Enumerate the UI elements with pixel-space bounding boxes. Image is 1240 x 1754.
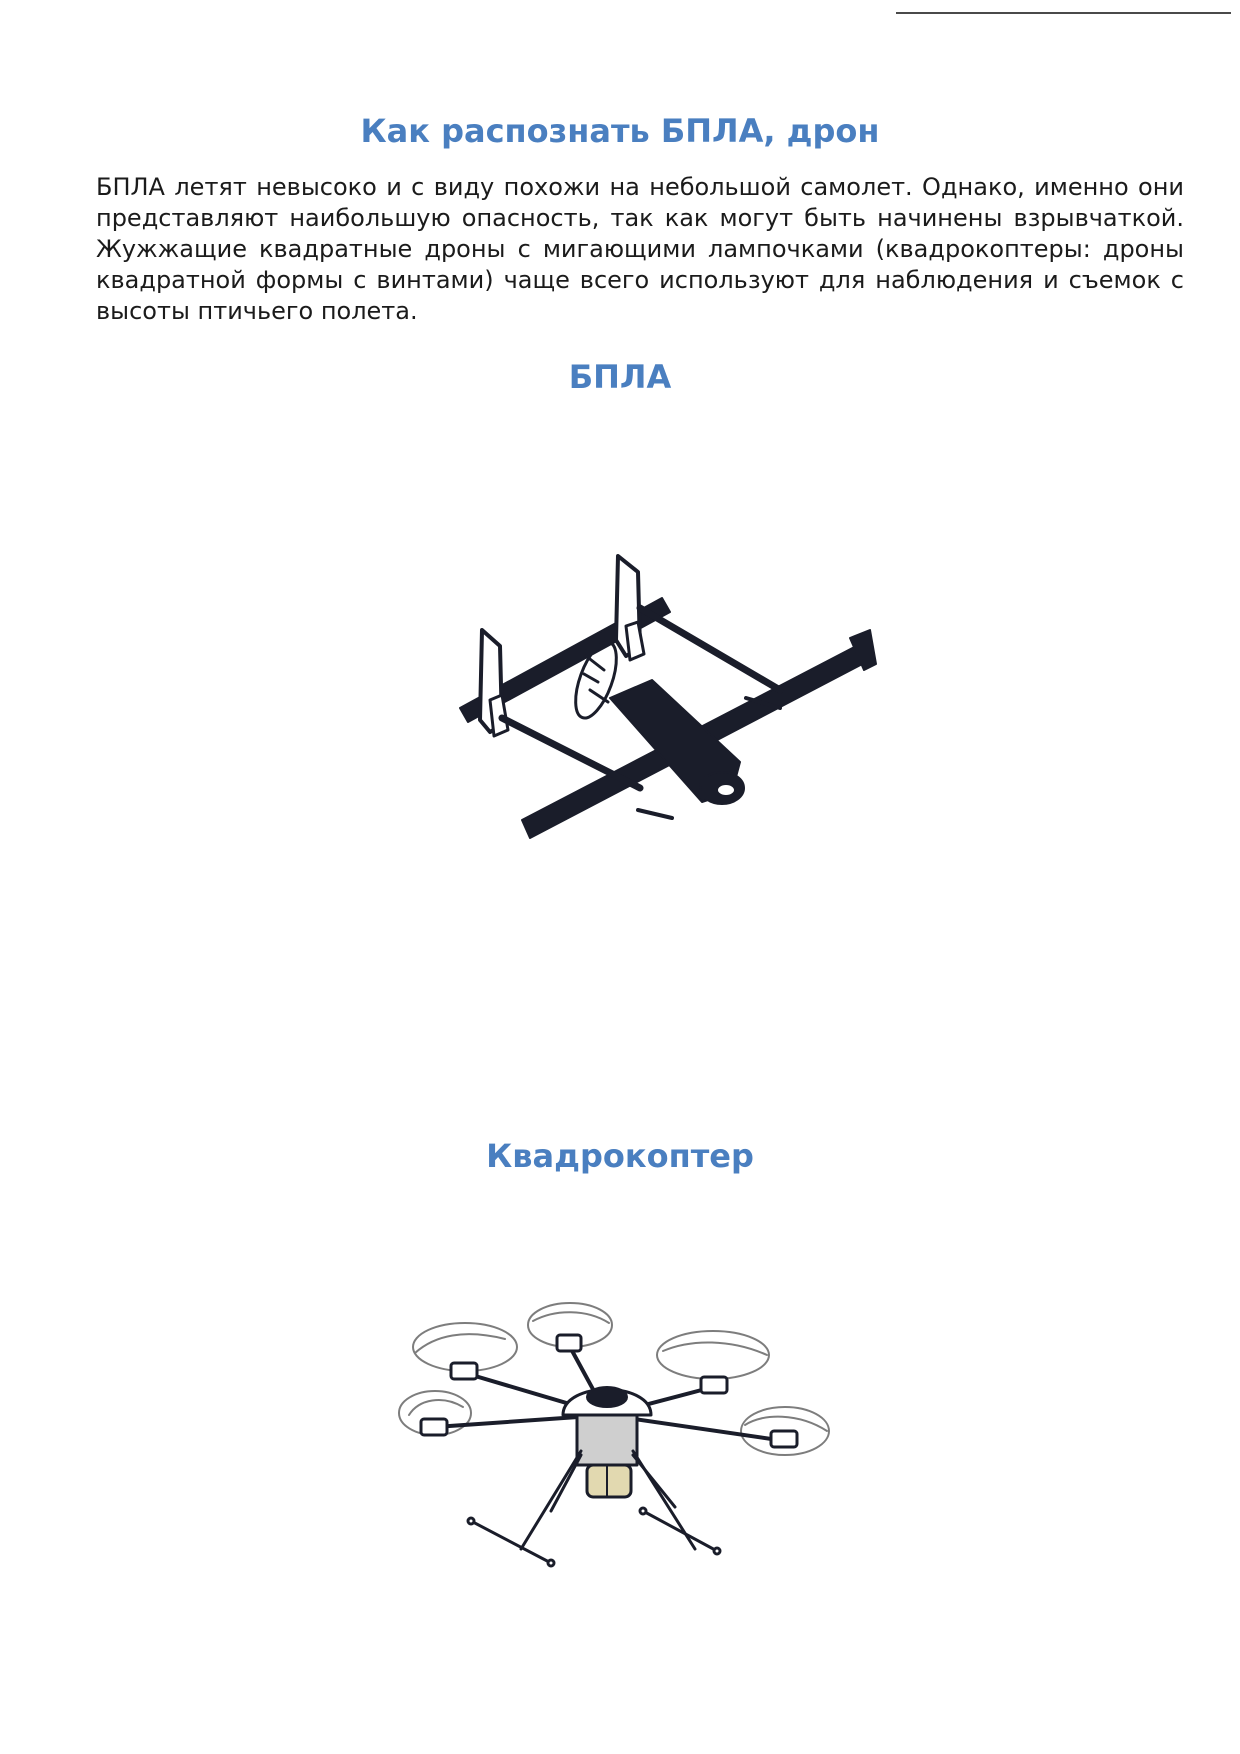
section-heading-quadcopter: Квадрокоптер <box>486 1137 754 1175</box>
uav-illustration <box>440 530 890 860</box>
section-heading-uav: БПЛА <box>568 358 672 396</box>
quadcopter-illustration <box>395 1295 835 1585</box>
page-title: Как распознать БПЛА, дрон <box>360 112 880 150</box>
intro-paragraph: БПЛА летят невысоко и с виду похожи на небольшой самолет. Однако, именно они представляют наибольшую опасность, так как могут быть начинены взрывчаткой. Жужжащие квадратные дроны с мигающими лампочками (квадрокоптеры: дроны квадратной формы с винтами) чаще всего используют для наблюдения и съемок с высоты птичьего полета. <box>96 173 1184 325</box>
top-rule <box>896 12 1231 14</box>
